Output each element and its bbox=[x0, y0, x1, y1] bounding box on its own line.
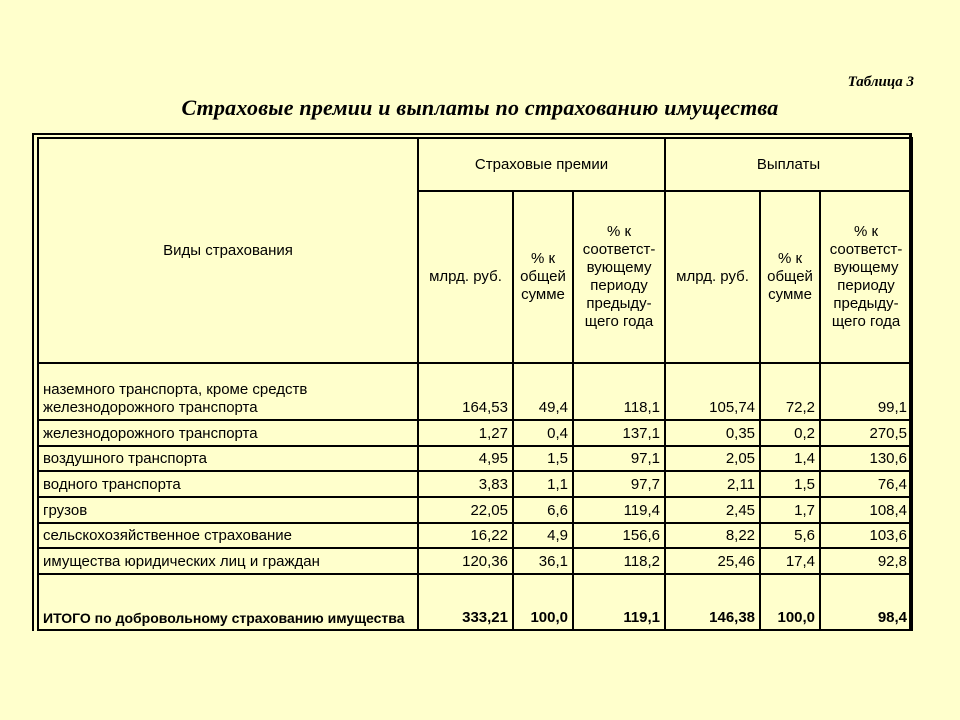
premiums-share: 49,4 bbox=[513, 363, 573, 420]
total-premiums-amount: 333,21 bbox=[418, 574, 513, 630]
payouts-share: 1,4 bbox=[760, 446, 820, 472]
payouts-amount: 2,05 bbox=[665, 446, 760, 472]
total-label: ИТОГО по добровольному страхованию имущества bbox=[38, 574, 418, 630]
premiums-share: 36,1 bbox=[513, 548, 573, 574]
payouts-prev: 99,1 bbox=[820, 363, 912, 420]
table-row bbox=[38, 363, 912, 420]
premiums-amount: 22,05 bbox=[418, 497, 513, 523]
total-payouts-share: 100,0 bbox=[760, 574, 820, 630]
header-payouts: Выплаты bbox=[665, 138, 912, 191]
payouts-amount: 0,35 bbox=[665, 420, 760, 446]
premiums-share: 0,4 bbox=[513, 420, 573, 446]
premiums-share: 1,1 bbox=[513, 471, 573, 497]
payouts-share: 1,5 bbox=[760, 471, 820, 497]
table-row bbox=[38, 548, 912, 574]
premiums-share: 4,9 bbox=[513, 523, 573, 549]
payouts-prev: 130,6 bbox=[820, 446, 912, 472]
premiums-prev: 118,2 bbox=[573, 548, 665, 574]
page-title: Страховые премии и выплаты по страхованию имущества bbox=[181, 95, 779, 120]
header-payouts-share: % к общей сумме bbox=[760, 191, 820, 363]
payouts-prev: 270,5 bbox=[820, 420, 912, 446]
payouts-prev: 108,4 bbox=[820, 497, 912, 523]
header-premiums: Страховые премии bbox=[418, 138, 665, 191]
table-row bbox=[38, 420, 912, 446]
premiums-prev: 97,1 bbox=[573, 446, 665, 472]
payouts-share: 1,7 bbox=[760, 497, 820, 523]
header-premiums-amount: млрд. руб. bbox=[418, 191, 513, 363]
premiums-prev: 137,1 bbox=[573, 420, 665, 446]
table-number: Таблица 3 bbox=[847, 74, 914, 90]
header-row-label: Виды страхования bbox=[38, 138, 418, 363]
table-row bbox=[38, 497, 912, 523]
row-label: железнодорожного транспорта bbox=[38, 420, 418, 446]
payouts-amount: 105,74 bbox=[665, 363, 760, 420]
total-premiums-share: 100,0 bbox=[513, 574, 573, 630]
header-premiums-prev: % к соответст-вующему периоду предыду-щего года bbox=[573, 191, 665, 363]
premiums-amount: 16,22 bbox=[418, 523, 513, 549]
premiums-prev: 97,7 bbox=[573, 471, 665, 497]
premiums-prev: 156,6 bbox=[573, 523, 665, 549]
premiums-prev: 119,4 bbox=[573, 497, 665, 523]
payouts-prev: 76,4 bbox=[820, 471, 912, 497]
premiums-amount: 164,53 bbox=[418, 363, 513, 420]
payouts-share: 17,4 bbox=[760, 548, 820, 574]
total-row bbox=[38, 574, 912, 630]
header-payouts-prev: % к соответст-вующему периоду предыду-щего года bbox=[820, 191, 912, 363]
payouts-amount: 8,22 bbox=[665, 523, 760, 549]
payouts-share: 72,2 bbox=[760, 363, 820, 420]
row-label: имущества юридических лиц и граждан bbox=[38, 548, 418, 574]
premiums-amount: 120,36 bbox=[418, 548, 513, 574]
premiums-amount: 3,83 bbox=[418, 471, 513, 497]
row-label: воздушного транспорта bbox=[38, 446, 418, 472]
payouts-amount: 2,11 bbox=[665, 471, 760, 497]
row-label: сельскохозяйственное страхование bbox=[38, 523, 418, 549]
total-payouts-amount: 146,38 bbox=[665, 574, 760, 630]
insurance-table bbox=[37, 137, 913, 631]
payouts-share: 0,2 bbox=[760, 420, 820, 446]
premiums-amount: 4,95 bbox=[418, 446, 513, 472]
table-row bbox=[38, 446, 912, 472]
payouts-share: 5,6 bbox=[760, 523, 820, 549]
premiums-share: 6,6 bbox=[513, 497, 573, 523]
row-label: водного транспорта bbox=[38, 471, 418, 497]
payouts-prev: 92,8 bbox=[820, 548, 912, 574]
payouts-amount: 2,45 bbox=[665, 497, 760, 523]
total-payouts-prev: 98,4 bbox=[820, 574, 912, 630]
total-premiums-prev: 119,1 bbox=[573, 574, 665, 630]
table-row bbox=[38, 471, 912, 497]
header-premiums-share: % к общей сумме bbox=[513, 191, 573, 363]
premiums-prev: 118,1 bbox=[573, 363, 665, 420]
row-label: наземного транспорта, кроме средств железнодорожного транспорта bbox=[38, 363, 418, 420]
premiums-amount: 1,27 bbox=[418, 420, 513, 446]
header-row-1 bbox=[38, 138, 912, 191]
payouts-prev: 103,6 bbox=[820, 523, 912, 549]
premiums-share: 1,5 bbox=[513, 446, 573, 472]
payouts-amount: 25,46 bbox=[665, 548, 760, 574]
row-label: грузов bbox=[38, 497, 418, 523]
header-payouts-amount: млрд. руб. bbox=[665, 191, 760, 363]
table-row bbox=[38, 523, 912, 549]
